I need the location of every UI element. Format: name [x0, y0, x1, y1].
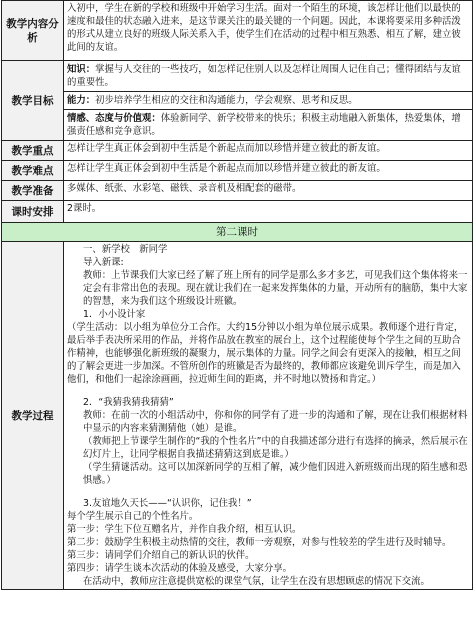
goal-knowledge — [64, 61, 472, 92]
row-content-analysis — [2, 1, 473, 61]
row-teaching-goals — [2, 61, 473, 141]
row-key-point — [2, 141, 473, 161]
process-line: （学生猜谜活动。这可以加深新同学的互相了解，减少他们因进入新班级而出现的陌生感和恐惧感。） — [83, 462, 468, 486]
spacer — [67, 386, 469, 396]
process-line: 在活动中，教师应注意提供宽松的课堂气氛，让学生在没有思想顾虑的情况下交流。 — [83, 576, 430, 587]
process-line: 教师：在前一次的小组活动中，你和你的同学有了进一步的沟通和了解，现在让我们根据材料中显示的内容来猜测猜他（她）是谁。 — [83, 410, 468, 434]
content-analysis-text: 入初中，学生在新的学校和班级中开始学习生活。面对一个陌生的环境，该怎样让他们以最快的速度和最佳的状态融入进来，是这节课关注的最关键的一个问题。因此，本课将要采用多种活泼的形式从建立良好的班级人际关系入手，使学生们在活动的过程中相互熟悉、相互了解，建立彼此间的友谊。 — [64, 1, 473, 61]
process-line: 第二步：鼓励学生积极主动热情的交往，教师一旁观察，对参与性较差的学生进行及时辅导。 — [67, 537, 452, 548]
label-schedule: 课时安排 — [2, 201, 64, 223]
goal-knowledge-title: 知识： — [67, 64, 96, 75]
process-line: 第三步：请同学们介绍自己的新认识的伙伴。 — [67, 550, 255, 561]
row-preparation — [2, 181, 473, 201]
process-line: 1．小小设计家 — [83, 309, 146, 320]
row-schedule — [2, 201, 473, 223]
label-preparation: 教学准备 — [2, 181, 64, 201]
key-point-text: 怎样让学生真正体会到初中生活是个新起点而加以珍惜并建立彼此的新友谊。 — [64, 141, 473, 161]
preparation-text: 多媒体、纸张、水彩笔、磁铁、录音机及相配套的磁带。 — [64, 181, 473, 201]
row-process — [2, 242, 473, 590]
process-line: 一、新学校 新同学 — [83, 244, 168, 255]
goal-emotion-text: 体验新同学、新学校带来的快乐；积极主动地融入新集体，热爱集体，增强责任感和竞争意识。 — [67, 113, 461, 137]
label-content-analysis: 教学内容分析 — [2, 1, 64, 61]
goal-emotion-title: 情感、态度与价值观： — [67, 113, 161, 124]
label-teaching-goals: 教学目标 — [2, 61, 64, 141]
process-body — [64, 242, 473, 590]
process-line: 每个学生展示自己的个性名片。 — [67, 511, 199, 522]
process-line: （教师把上节课学生制作的“我的个性名片”中的自我描述部分进行有选择的摘录，然后展示在幻灯片上，让同学根据自我描述猜猜这到底是谁。） — [83, 436, 468, 460]
label-key-point: 教学重点 — [2, 141, 64, 161]
process-line: 3.友谊地久天长——“认识你，记住我！” — [83, 498, 252, 509]
difficulty-text: 怎样让学生真正体会到初中生活是个新起点而加以珍惜并建立彼此的新友谊。 — [64, 161, 473, 181]
goal-ability — [64, 92, 472, 110]
goal-ability-text: 初步培养学生相应的交往和沟通能力，学会观察、思考和反思。 — [95, 95, 358, 106]
goal-emotion — [64, 110, 472, 140]
row-difficulty — [2, 161, 473, 181]
label-process: 教学过程 — [2, 242, 64, 590]
label-difficulty: 教学难点 — [2, 161, 64, 181]
process-line: 2．“我猜我猜我猜猜” — [83, 397, 174, 408]
process-line: 教师：上节课我们大家已经了解了班上所有的同学是那么多才多艺，可见我们这个集体将来一定会有非常出色的表现。现在就让我们在一起来发挥集体的力量，开动所有的脑筋，集中大家的智慧，来为我们这个班级设计班徽。 — [83, 270, 468, 307]
spacer — [67, 487, 469, 497]
process-line: 第一步：学生下位互赠名片，并作自我介绍，相互认识。 — [67, 524, 302, 535]
section-band: 第二课时 — [2, 223, 473, 242]
goal-knowledge-text: 掌握与人交往的一些技巧，如怎样记住别人以及怎样让周围人记住自己；懂得团结与友谊的重要性。 — [67, 64, 461, 88]
process-line: （学生活动：以小组为单位分工合作。大约15分钟以小组为单位展示成果。教师逐个进行肯定，最后举手表决所采用的作品，并将作品放在教室的展台上，这个过程能使每个学生之间的互助合作精神，也能够强化新班级的凝聚力，展示集体的力量。同学之间会有更深入的接触，相互之间的了解会更进一步加深。不管所创作的班徽是否为最终的，教师都应该避免训斥学生，而是加入他们，和他们一起涂涂画画，拉近师生间的距离，并不时地以赞扬和肯定。） — [67, 322, 464, 385]
schedule-text: 2课时。 — [64, 201, 473, 223]
goal-ability-title: 能力： — [67, 95, 96, 106]
section-band-row — [2, 223, 473, 242]
lesson-plan-table — [1, 0, 473, 590]
process-line: 导入新课: — [83, 257, 124, 268]
process-line: 第四步：请学生谈本次活动的体验及感受，大家分享。 — [67, 563, 293, 574]
